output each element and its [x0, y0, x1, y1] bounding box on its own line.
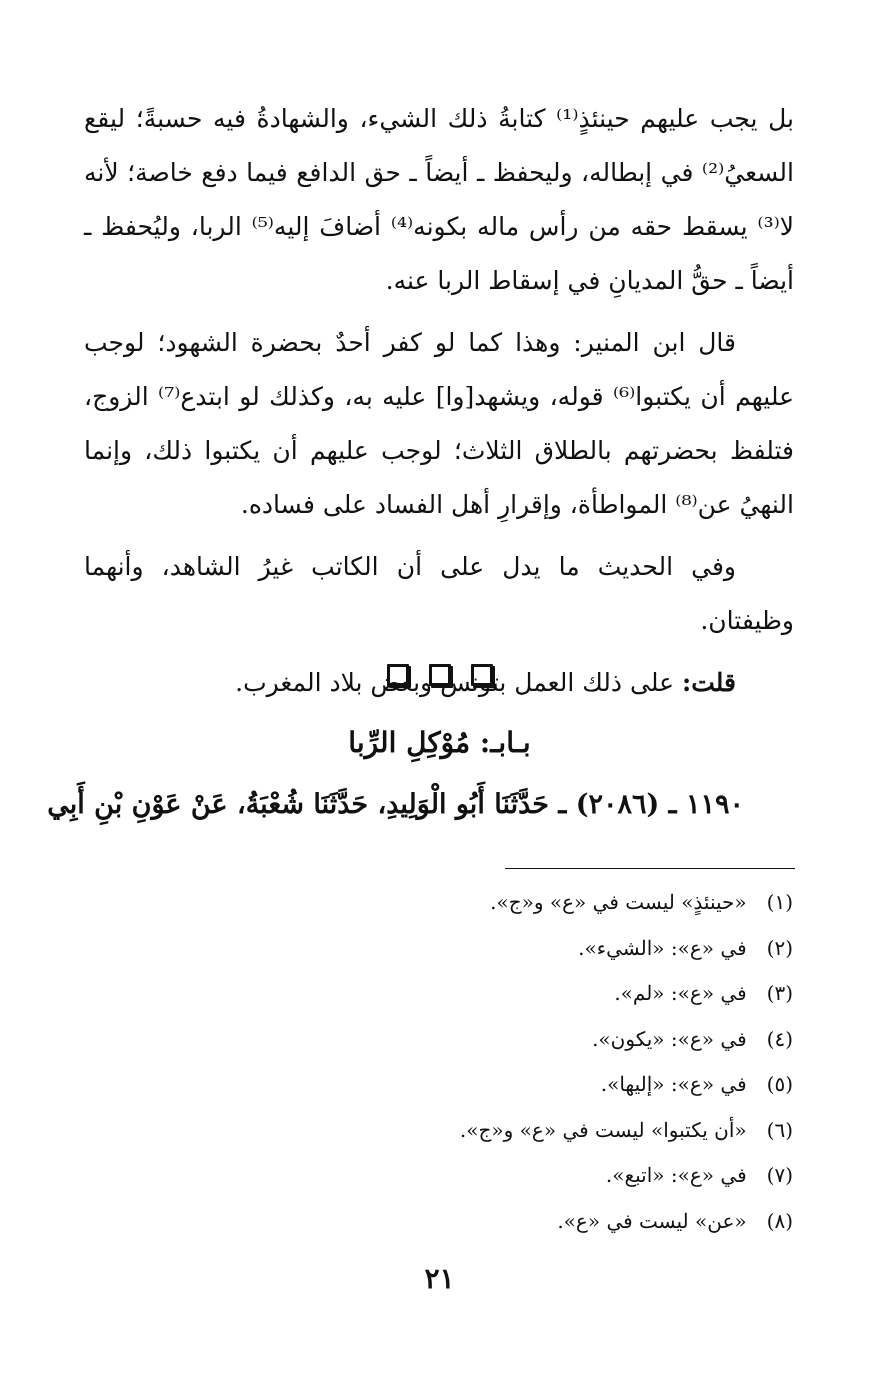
chapter-title: بـابـ: مُوْكِلِ الرِّبا: [348, 726, 531, 759]
footnote-item: [293, 1153, 793, 1199]
page-number: ٢١: [424, 1262, 455, 1295]
footnote-number: (٢): [766, 935, 793, 960]
main-body-text: [84, 92, 794, 710]
footnote-number: (١): [766, 890, 793, 914]
paragraph-2: قال ابن المنير: وهذا كما لو كفر أحدٌ بحضرة الشهود؛ لوجب عليهم أن يكتبوا⁽⁶⁾ قوله، ويشهد[وا] عليه به، وكذلك لو ابتدع⁽⁷⁾ الزوج، فتلفظ بحضرتهم بالطلاق الثلاث؛ لوجب عليهم أن يكتبوا ذلك، وإنما النهيُ عن⁽⁸⁾ المواطأة، وإقرارِ أهل الفساد على فساده.: [84, 328, 795, 519]
footnote-number: (٤): [766, 1026, 793, 1051]
footnote-number: (٧): [766, 1163, 793, 1187]
paragraph-3: وفي الحديث ما يدل على أن الكاتب غيرُ الشاهد، وأنهما وظيفتان.: [84, 552, 794, 635]
footnote-divider: [505, 868, 795, 869]
hollow-square-icon: [387, 664, 409, 686]
qult-text: على ذلك العمل بتونس وبعض بلاد المغرب.: [235, 668, 682, 697]
footnote-text: في «ع»: «الشيء».: [578, 935, 747, 960]
section-divider: [0, 664, 879, 690]
footnote-item: [293, 1108, 793, 1154]
qult-label: قلت:: [681, 668, 736, 697]
footnote-text: في «ع»: «لم».: [614, 981, 747, 1005]
hollow-square-icon: [471, 664, 493, 686]
footnote-number: (٣): [766, 981, 793, 1005]
footnote-text: «أن يكتبوا» ليست في «ع» و«ج».: [459, 1117, 747, 1142]
footnote-number: (٦): [766, 1117, 793, 1142]
footnote-text: «عن» ليست في «ع».: [557, 1208, 747, 1233]
hollow-square-icon: [429, 664, 451, 686]
footnote-item: [293, 880, 793, 926]
footnote-item: [293, 1199, 793, 1245]
footnote-text: «حينئذٍ» ليست في «ع» و«ج».: [490, 890, 747, 914]
footnote-text: في «ع»: «إليها».: [600, 1072, 747, 1096]
footnote-item: [293, 971, 793, 1017]
footnote-number: (٨): [766, 1208, 793, 1233]
footnotes-list: [293, 880, 793, 1244]
hadith-line: ١١٩٠ ـ (٢٠٨٦) ـ حَدَّثَنَا أَبُو الْوَلِيدِ، حَدَّثَنَا شُعْبَةُ، عَنْ عَوْنِ بْنِ أَبِي: [47, 789, 744, 820]
paragraph-1: بل يجب عليهم حينئذٍ⁽¹⁾ كتابةُ ذلك الشيء، والشهادةُ فيه حسبةً؛ ليقع السعيُ⁽²⁾ في إبطاله، وليحفظ ـ أيضاً ـ حق الدافع فيما دفع خاصة؛ لأنه لا⁽³⁾ يسقط حقه من رأس ماله بكونه⁽⁴⁾ أضافَ إليه⁽⁵⁾ الربا، وليُحفظ ـ أيضاً ـ حقُّ المديانِ في إسقاط الربا عنه.: [84, 104, 795, 295]
footnote-text: في «ع»: «اتبع».: [605, 1163, 747, 1187]
footnote-item: [293, 1017, 793, 1063]
footnote-item: [293, 1062, 793, 1108]
footnote-number: (٥): [766, 1072, 793, 1096]
footnote-item: [293, 926, 793, 972]
footnote-text: في «ع»: «يكون».: [592, 1026, 747, 1051]
